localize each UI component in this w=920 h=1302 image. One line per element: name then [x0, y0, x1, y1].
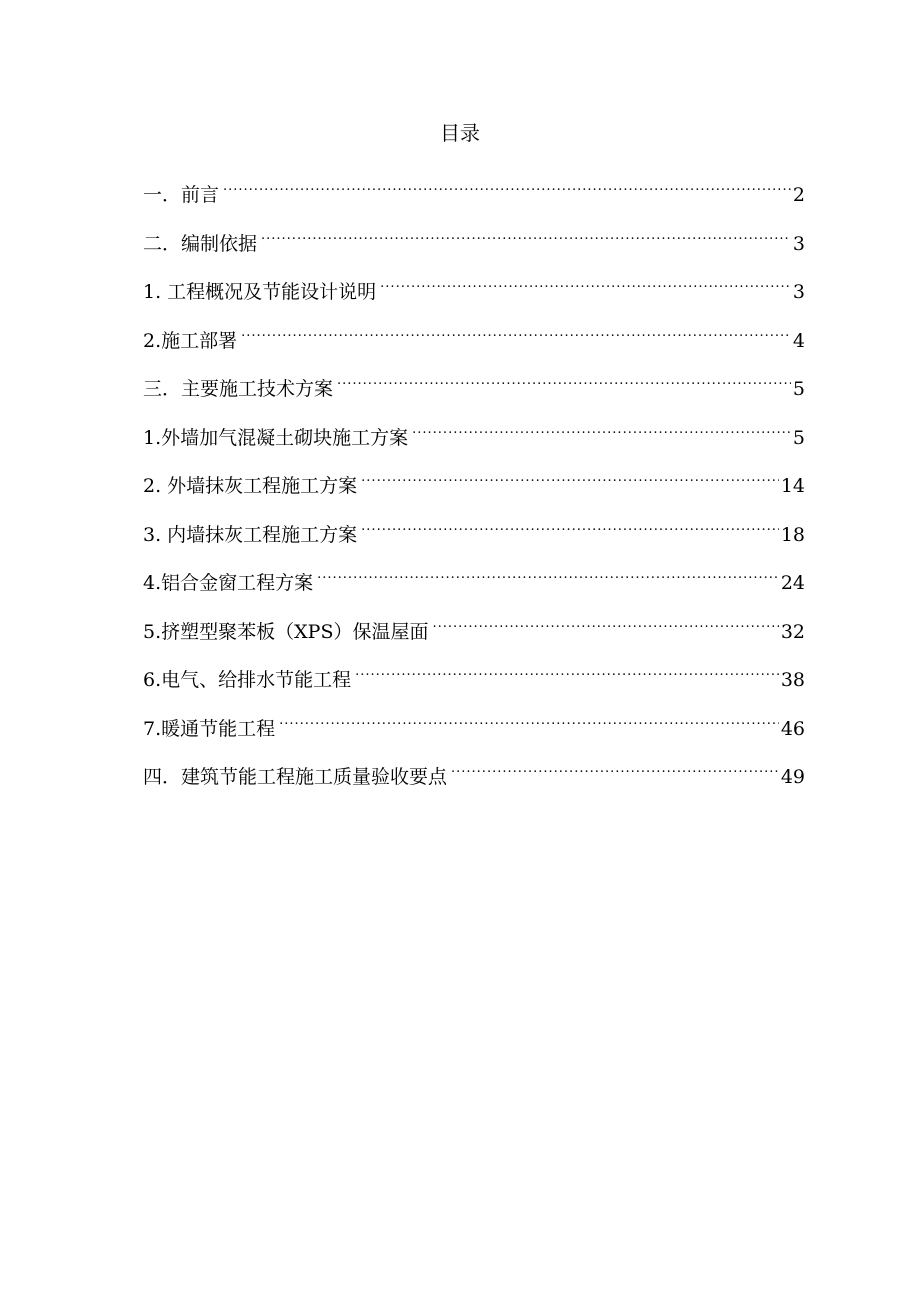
toc-dot-leader: [223, 165, 791, 201]
toc-entry-label: 一．前言: [143, 184, 220, 206]
toc-entry-label: 3. 内墙抹灰工程施工方案: [143, 523, 358, 546]
toc-entry[interactable]: [143, 699, 805, 748]
toc-entry-label: 7.暖通节能工程: [143, 717, 276, 740]
toc-dot-leader: [380, 262, 791, 298]
toc-entry-page: 5: [792, 426, 805, 449]
toc-dot-leader: [361, 505, 779, 541]
toc-entry-page: 38: [780, 669, 805, 691]
toc-entry[interactable]: [143, 650, 805, 699]
toc-entry-page: 3: [792, 281, 805, 303]
toc-entry-page: 18: [780, 523, 805, 546]
toc-entry-page: 3: [792, 232, 805, 255]
toc-entry-label: 三．主要施工技术方案: [143, 378, 334, 400]
toc-entry-label: 5.挤塑型聚苯板（XPS）保温屋面: [143, 620, 429, 643]
toc-entry[interactable]: [143, 408, 805, 457]
toc-entry-label: 2. 外墙抹灰工程施工方案: [143, 475, 358, 497]
toc-dot-leader: [355, 650, 779, 686]
toc-entry-page: 14: [780, 475, 805, 497]
toc-dot-leader: [337, 359, 791, 395]
toc-dot-leader: [279, 699, 779, 735]
toc-entry[interactable]: [143, 602, 805, 651]
toc-dot-leader: [361, 456, 779, 492]
toc-title: 目录: [440, 121, 480, 145]
toc-entry-label: 4.铝合金窗工程方案: [143, 572, 314, 594]
toc-entry-page: 49: [780, 766, 805, 788]
toc-dot-leader: [241, 311, 791, 347]
toc-entry[interactable]: [143, 311, 805, 360]
toc-entry-page: 24: [780, 572, 805, 594]
toc-entry-page: 32: [780, 620, 805, 643]
toc-entry[interactable]: [143, 165, 805, 214]
toc-entry-page: 5: [792, 378, 805, 400]
toc-entry[interactable]: [143, 262, 805, 311]
toc-dot-leader: [317, 553, 779, 589]
toc-entry[interactable]: [143, 747, 805, 796]
toc-entry-label: 1. 工程概况及节能设计说明: [143, 281, 377, 303]
toc-list: [143, 165, 805, 796]
toc-entry[interactable]: [143, 359, 805, 408]
toc-entry[interactable]: [143, 553, 805, 602]
toc-dot-leader: [451, 747, 779, 783]
toc-entry-label: 6.电气、给排水节能工程: [143, 669, 352, 691]
toc-entry[interactable]: [143, 214, 805, 263]
toc-entry[interactable]: [143, 456, 805, 505]
toc-entry-label: 四．建筑节能工程施工质量验收要点: [143, 766, 448, 788]
toc-dot-leader: [432, 602, 778, 638]
toc-entry-label: 1.外墙加气混凝土砌块施工方案: [143, 426, 409, 449]
toc-entry-page: 46: [780, 717, 805, 740]
toc-dot-leader: [261, 214, 791, 250]
toc-entry-page: 4: [792, 329, 805, 352]
toc-entry-page: 2: [792, 184, 805, 206]
toc-entry-label: 2.施工部署: [143, 329, 238, 352]
toc-dot-leader: [412, 408, 791, 444]
toc-entry[interactable]: [143, 505, 805, 554]
toc-entry-label: 二．编制依据: [143, 232, 258, 255]
